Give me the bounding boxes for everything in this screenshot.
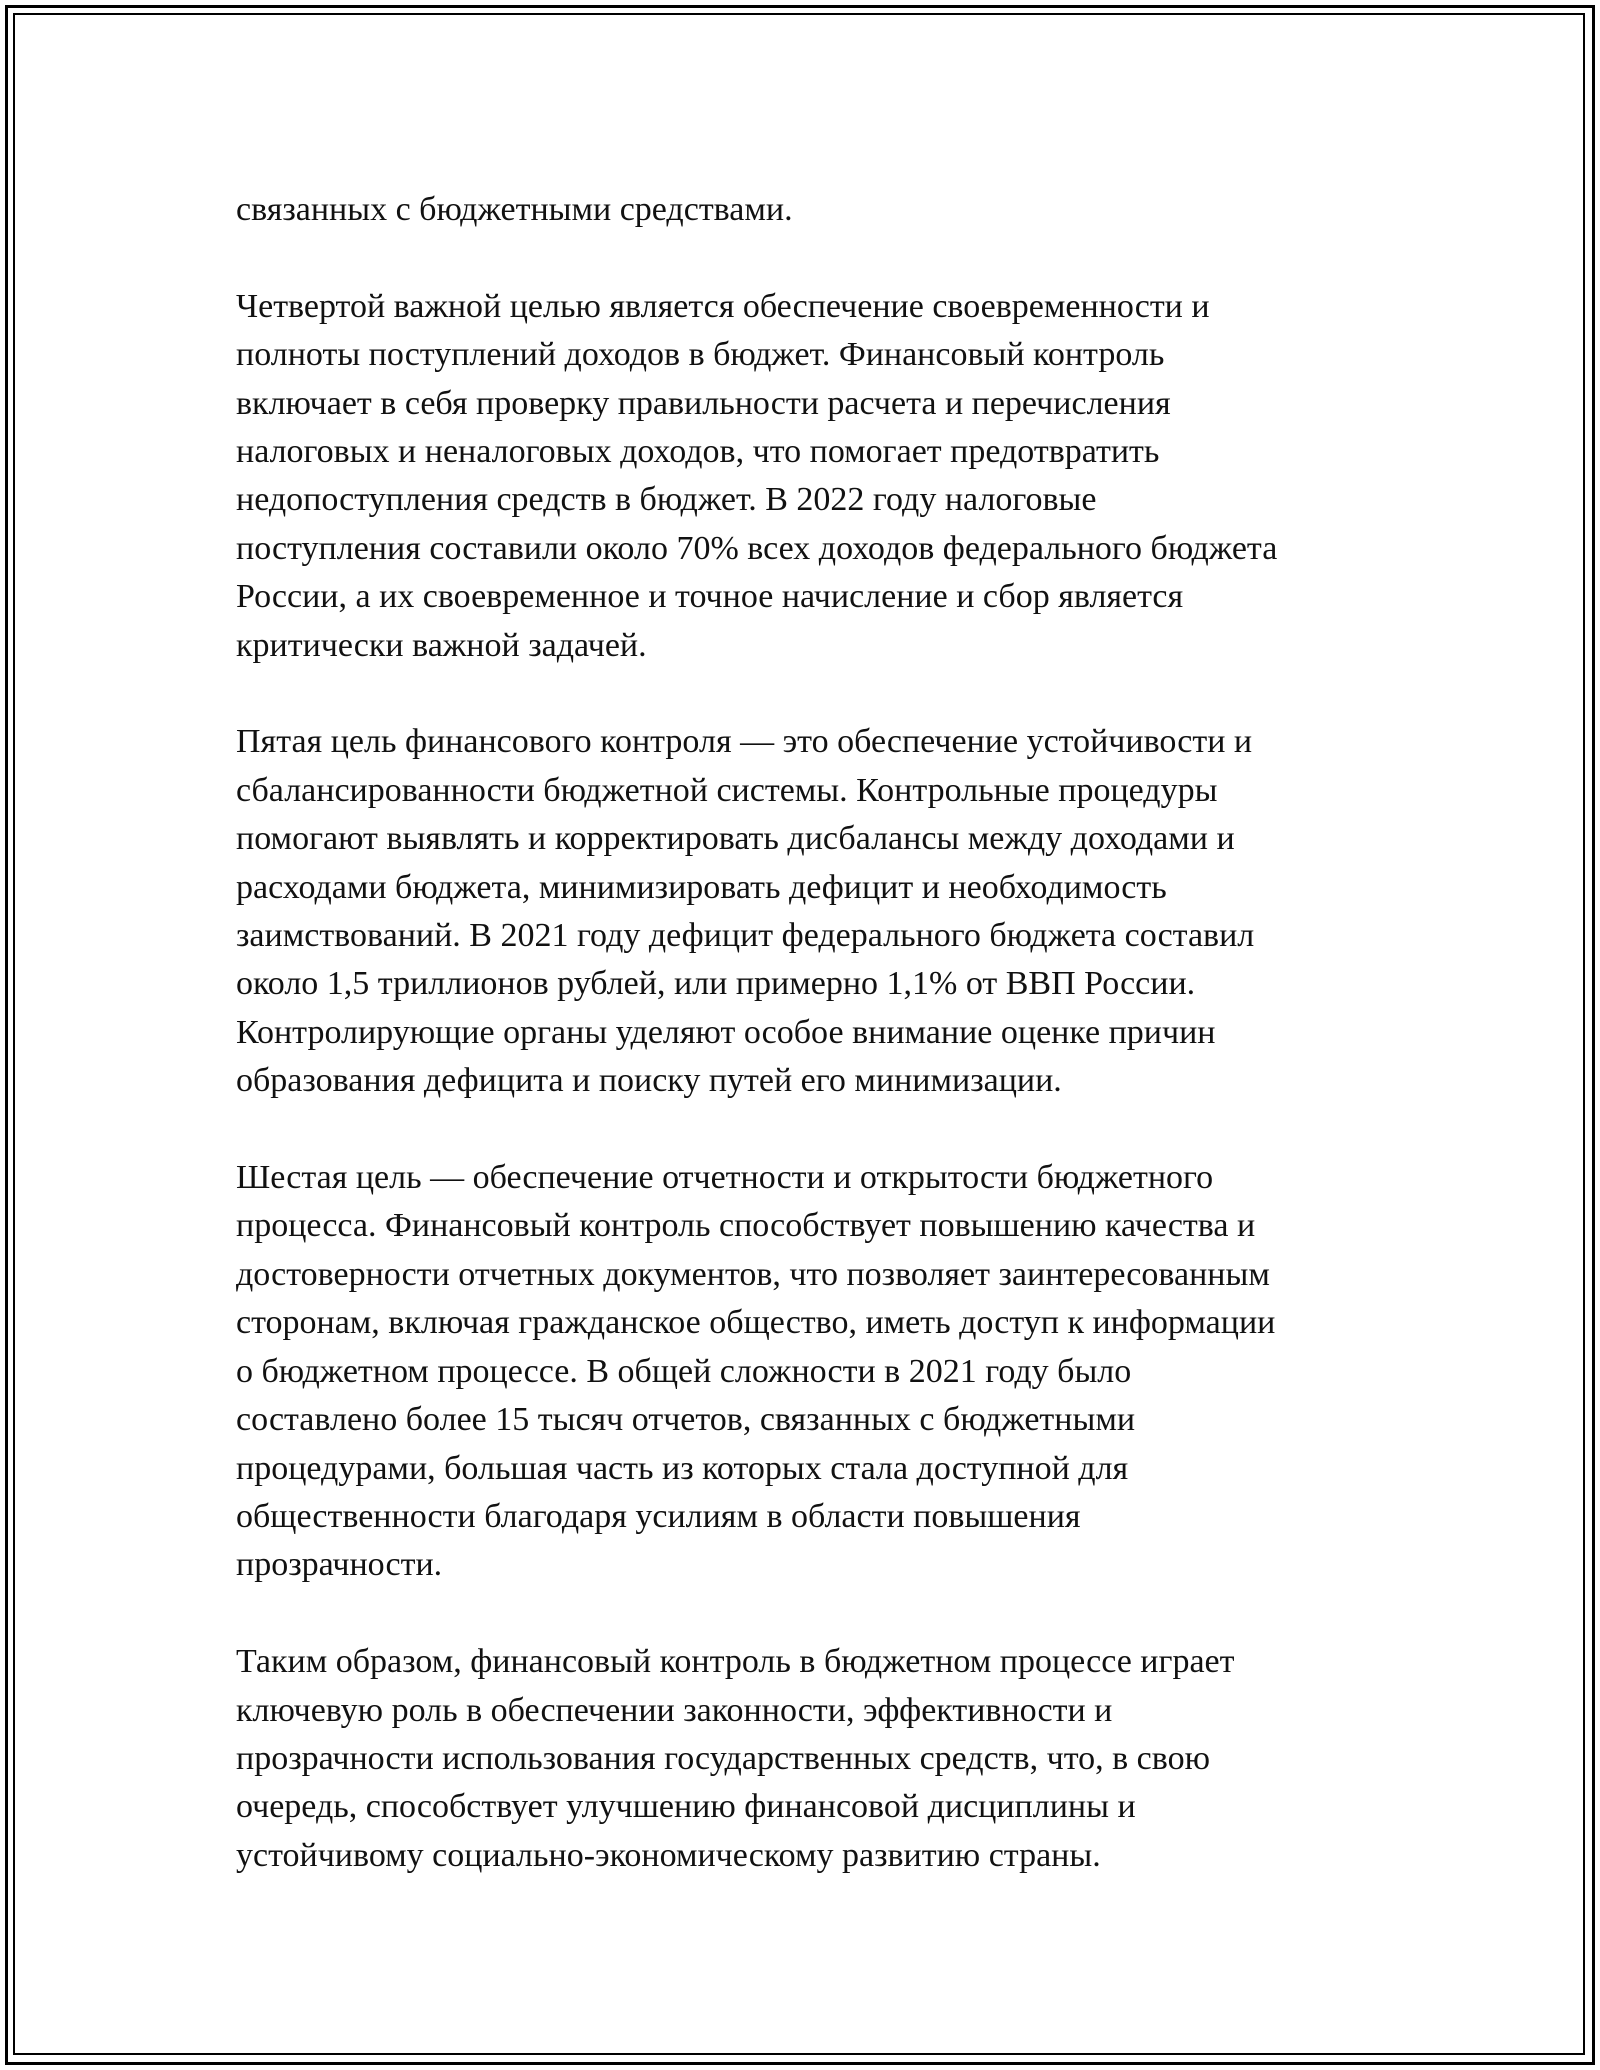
text-line: Таким образом, финансовый контроль в бюджетном процессе играет	[236, 1643, 1235, 1681]
text-line: включает в себя проверку правильности расчета и перечисления	[236, 384, 1171, 422]
paragraph-sixth-goal	[236, 1154, 1396, 1590]
text-line: связанных с бюджетными средствами.	[236, 191, 793, 228]
text-line: критически важной задачей.	[236, 626, 647, 664]
text-line: Четвертой важной целью является обеспечение своевременности и	[236, 287, 1210, 325]
text-line: недопоступления средств в бюджет. В 2022 году налоговые	[236, 481, 1097, 519]
text-line: устойчивому социально-экономическому развитию страны.	[236, 1836, 1101, 1874]
text-line: расходами бюджета, минимизировать дефицит и необходимость	[236, 868, 1167, 906]
text-line: о бюджетном процессе. В общей сложности в 2021 году было	[236, 1352, 1132, 1390]
document-body	[236, 186, 1396, 1929]
text-line: Шестая цель — обеспечение отчетности и открытости бюджетного	[236, 1159, 1214, 1197]
paragraph-conclusion	[236, 1638, 1396, 1880]
text-line: достоверности отчетных документов, что позволяет заинтересованным	[236, 1255, 1270, 1293]
text-line: поступления составили около 70% всех доходов федерального бюджета	[236, 529, 1278, 567]
text-line: прозрачности.	[236, 1546, 443, 1584]
text-line: сбалансированности бюджетной системы. Контрольные процедуры	[236, 771, 1218, 809]
text-line: около 1,5 триллионов рублей, или примерно 1,1% от ВВП России.	[236, 965, 1196, 1003]
text-line: процесса. Финансовый контроль способствует повышению качества и	[236, 1207, 1256, 1245]
text-line: прозрачности использования государственных средств, что, в свою	[236, 1739, 1210, 1777]
text-line: процедурами, большая часть из которых стала доступной для	[236, 1449, 1129, 1487]
text-line: Контролирующие органы уделяют особое внимание оценке причин	[236, 1013, 1216, 1051]
text-line: полноты поступлений доходов в бюджет. Финансовый контроль	[236, 336, 1165, 374]
text-line: ключевую роль в обеспечении законности, эффективности и	[236, 1691, 1113, 1729]
text-line: очередь, способствует улучшению финансовой дисциплины и	[236, 1788, 1136, 1826]
paragraph-fourth-goal	[236, 283, 1396, 670]
text-line: сторонам, включая гражданское общество, иметь доступ к информации	[236, 1304, 1276, 1342]
text-line: составлено более 15 тысяч отчетов, связанных с бюджетными	[236, 1401, 1136, 1439]
paragraph-continuation	[236, 186, 1396, 234]
text-line: России, а их своевременное и точное начисление и сбор является	[236, 578, 1184, 616]
text-line: общественности благодаря усилиям в области повышения	[236, 1497, 1081, 1535]
text-line: заимствований. В 2021 году дефицит федерального бюджета составил	[236, 917, 1255, 955]
text-line: помогают выявлять и корректировать дисбалансы между доходами и	[236, 820, 1235, 858]
text-line: образования дефицита и поиску путей его минимизации.	[236, 1062, 1062, 1100]
text-line: налоговых и неналоговых доходов, что помогает предотвратить	[236, 433, 1160, 471]
paragraph-fifth-goal	[236, 718, 1396, 1105]
text-line: Пятая цель финансового контроля — это обеспечение устойчивости и	[236, 723, 1253, 761]
